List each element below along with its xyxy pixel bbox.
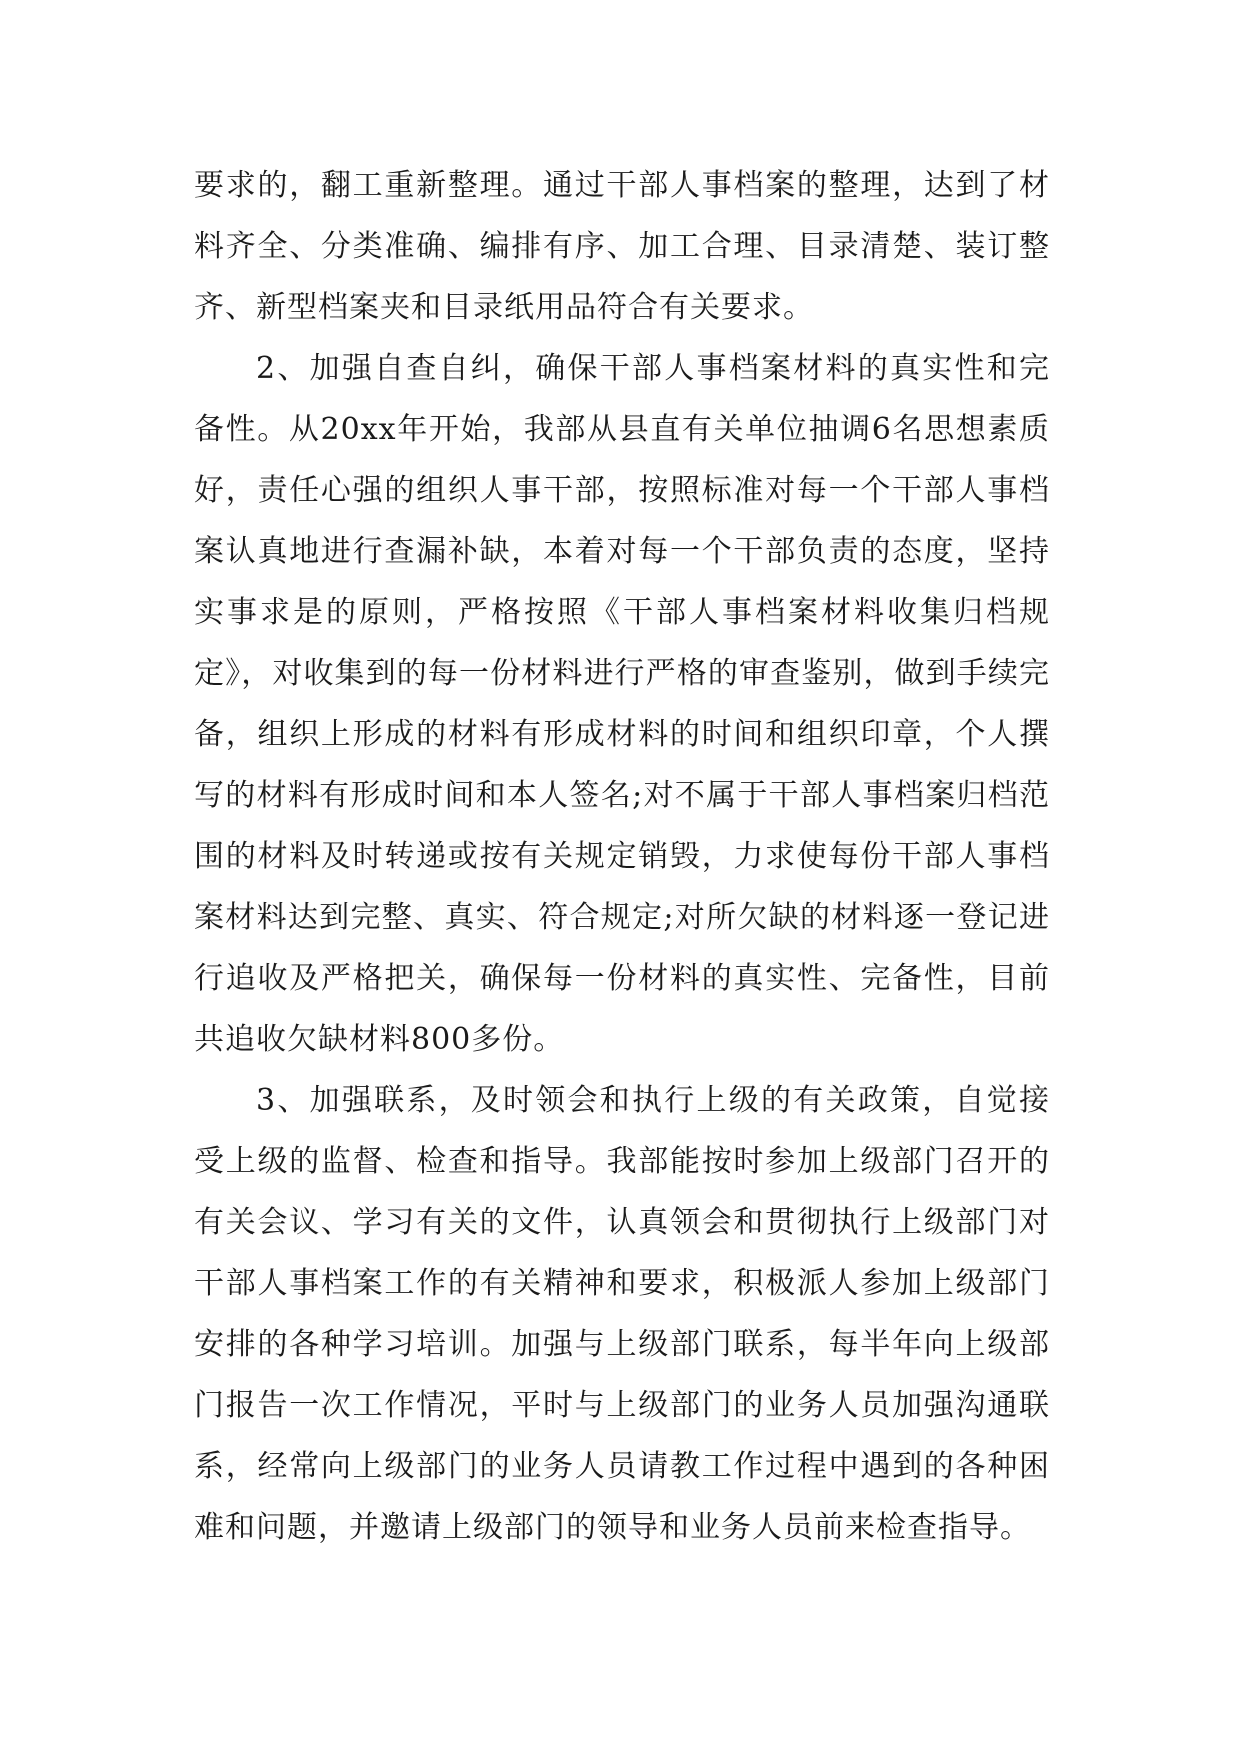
document-body [194, 155, 1050, 1558]
paragraph-liaison: 3、加强联系，及时领会和执行上级的有关政策，自觉接受上级的监督、检查和指导。我部能按时参加上级部门召开的有关会议、学习有关的文件，认真领会和贯彻执行上级部门对干部人事档案工作的有关精神和要求，积极派人参加上级部门安排的各种学习培训。加强与上级部门联系，每半年向上级部门报告一次工作情况，平时与上级部门的业务人员加强沟通联系，经常向上级部门的业务人员请教工作过程中遇到的各种困难和问题，并邀请上级部门的领导和业务人员前来检查指导。 [194, 1083, 1050, 1545]
paragraph-self-inspection: 2、加强自查自纠，确保干部人事档案材料的真实性和完备性。从20xx年开始，我部从县直有关单位抽调6名思想素质好，责任心强的组织人事干部，按照标准对每一个干部人事档案认真地进行查漏补缺，本着对每一个干部负责的态度，坚持实事求是的原则，严格按照《干部人事档案材料收集归档规定》，对收集到的每一份材料进行严格的审查鉴别，做到手续完备，组织上形成的材料有形成材料的时间和组织印章，个人撰写的材料有形成时间和本人签名;对不属于干部人事档案归档范围的材料及时转递或按有关规定销毁，力求使每份干部人事档案材料达到完整、真实、符合规定;对所欠缺的材料逐一登记进行追收及严格把关，确保每一份材料的真实性、完备性，目前共追收欠缺材料800多份。 [194, 351, 1050, 1057]
paragraph-continuation: 要求的，翻工重新整理。通过干部人事档案的整理，达到了材料齐全、分类准确、编排有序、加工合理、目录清楚、装订整齐、新型档案夹和目录纸用品符合有关要求。 [194, 168, 1050, 325]
